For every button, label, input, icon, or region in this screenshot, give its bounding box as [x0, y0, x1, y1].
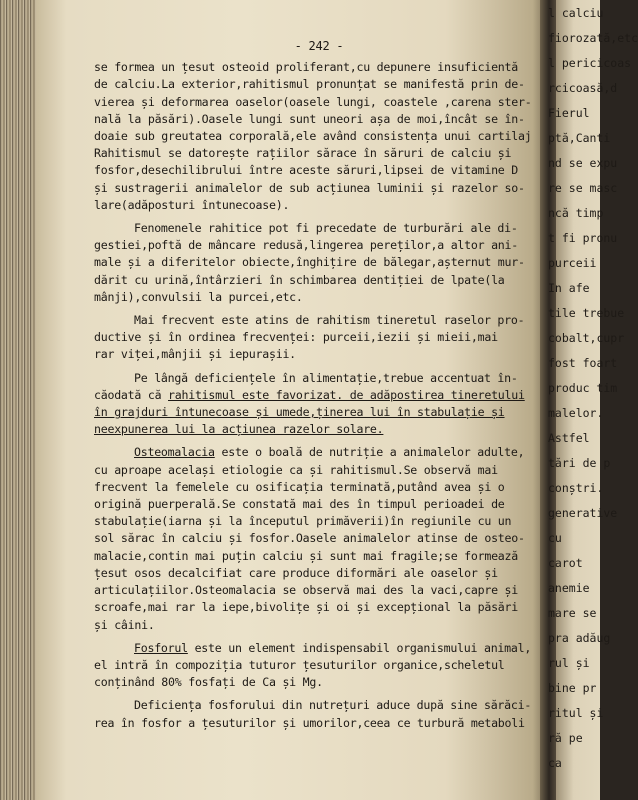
right-page-line: produc tim — [548, 381, 618, 395]
text-line: male și a diferitelor obiecte,înghițire de bălegar,așternut mur- — [94, 255, 525, 270]
text-line: doaie sub greutatea corporală,ele având consistența unui cartilaj — [94, 129, 532, 144]
text-line: în grajduri întunecoase și umede,ținerea lui în stabulație și — [94, 405, 505, 420]
right-page-line: Fierul — [548, 106, 590, 120]
right-page-line: rcicoasă,d — [548, 81, 618, 95]
text-line: cu aproape același etiologie ca și rahitismul.Se observă mai — [94, 462, 498, 477]
text-line: Fosforul este un element indispensabil organismului animal, — [134, 640, 532, 655]
right-page-line: pra adăug — [548, 631, 611, 645]
right-page-line: ca — [548, 756, 562, 770]
text-line: malacie,contin mai puțin calciu și sunt mai fragile;se formează — [94, 548, 518, 563]
left-page-text — [94, 38, 544, 732]
right-page-line: cu — [548, 531, 562, 545]
right-page-line: rul și — [548, 656, 590, 670]
text-line: se formea un țesut osteoid proliferant,cu depunere insuficientă — [94, 60, 518, 75]
right-page-line: l pericicoas — [548, 56, 632, 70]
text-line: de calciu.La exterior,rahitismul pronunțat se manifestă prin de- — [94, 77, 525, 92]
right-page-line: ră pe — [548, 731, 583, 745]
right-page-line: re se masc — [548, 181, 618, 195]
page-number: - 242 - — [294, 39, 344, 53]
text-line: Fenomenele rahitice pot fi precedate de turburări ale di- — [134, 221, 518, 236]
text-line: gestiei,poftă de mâncare redusă,lingerea pereților,a altor ani- — [94, 238, 518, 253]
right-page-line: cobalt,cupr — [548, 331, 625, 345]
text-line: Osteomalacia este o boală de nutriție a animalelor adulte, — [134, 445, 525, 460]
right-page-line: bine pr — [548, 681, 597, 695]
body-text — [94, 59, 544, 732]
right-page-line: ncă timp — [548, 206, 604, 220]
text-line: ductive și în ordinea frecvenței: purceii,iezii și mieii,mai — [94, 330, 498, 345]
right-page-line: tări de p — [548, 456, 611, 470]
text-line: mânji),convulsii la purcei,etc. — [94, 289, 303, 304]
text-line: și câini. — [94, 617, 155, 632]
text-line: nală la păsări).Oasele lungi sunt uneori așa de moi,încât se în- — [94, 111, 525, 126]
text-line: Rahitismul se datorește rațiilor sărace în săruri de calciu și — [94, 146, 512, 161]
right-page-line: ptă,Canti — [548, 131, 611, 145]
right-page-line: tile trebue — [548, 306, 625, 320]
text-line: articulațiilor.Osteomalacia se observă mai des la vaci,capre și — [94, 583, 518, 598]
text-line: frecvent la femelele cu osificația terminată,putând avea și o — [94, 479, 505, 494]
right-page-line: purceii — [548, 256, 597, 270]
right-page-line: generative — [548, 506, 618, 520]
text-line: Mai frecvent este atins de rahitism tineretul raselor pro- — [134, 313, 525, 328]
text-line: rar viței,mânjii și iepurașii. — [94, 347, 296, 362]
right-page-line: fost foart — [548, 356, 618, 370]
text-line: scroafe,mai rar la iepe,bivolițe și oi și excepțional la păsări — [94, 600, 518, 615]
text-line: țesut osos decalcifiat care produce diformări ale oaselor și — [94, 565, 498, 580]
right-page-line: Astfel — [548, 431, 590, 445]
right-page-line: nd se expu — [548, 156, 618, 170]
text-line: el intră în compoziția tuturor țesuturilor organice,scheletul — [94, 657, 505, 672]
right-page-line: carot — [548, 556, 583, 570]
text-line: sol sărac în calciu și fosfor.Oasele animalelor atinse de osteo- — [94, 531, 525, 546]
right-page — [548, 0, 638, 800]
right-page-line: ritul și — [548, 706, 604, 720]
right-page-line: malelor. — [548, 406, 604, 420]
text-line: neexpunerea lui la acțiunea razelor solare. — [94, 422, 384, 437]
right-page-line: conștri. — [548, 481, 604, 495]
text-line: și sustragerii animalelor de sub acțiunea luminii și razelor so- — [94, 180, 525, 195]
right-page-line: mare se — [548, 606, 597, 620]
text-line: conținând 80% fosfați de Ca și Mg. — [94, 675, 323, 690]
right-page-line: l calciu — [548, 6, 604, 20]
text-line: Deficiența fosforului din nutrețuri aduce după sine sărăci- — [134, 698, 532, 713]
text-line: fosfor,desechilibrului între aceste săruri,lipsei de vitamine D — [94, 163, 518, 178]
text-line: lare(adăposturi întunecoase). — [94, 197, 290, 212]
text-line: rea în fosfor a țesuturilor și umorilor,ceea ce turbură metaboli — [94, 715, 525, 730]
text-line: stabulație(iarna și la începutul primăverii)în regiunile cu un — [94, 514, 512, 529]
right-page-line: In afe — [548, 281, 590, 295]
text-line: origină puerperală.Se constată mai des în timpul perioadei de — [94, 497, 505, 512]
text-line: Pe lângă deficiențele în alimentație,trebue accentuat în- — [134, 370, 518, 385]
text-line: dărit cu urină,întârzieri în schimbarea dentiției de lpate(la — [94, 272, 505, 287]
text-line: căodată că rahitismul este favorizat. de adăpostirea tineretului — [94, 387, 525, 402]
text-line: vierea și deformarea oaselor(oasele lungi, coastele ,carena ster- — [94, 94, 532, 109]
right-page-line: t fi pronu — [548, 231, 618, 245]
right-page-line: anemie — [548, 581, 590, 595]
right-page-line: fiorozată,etc — [548, 31, 638, 45]
